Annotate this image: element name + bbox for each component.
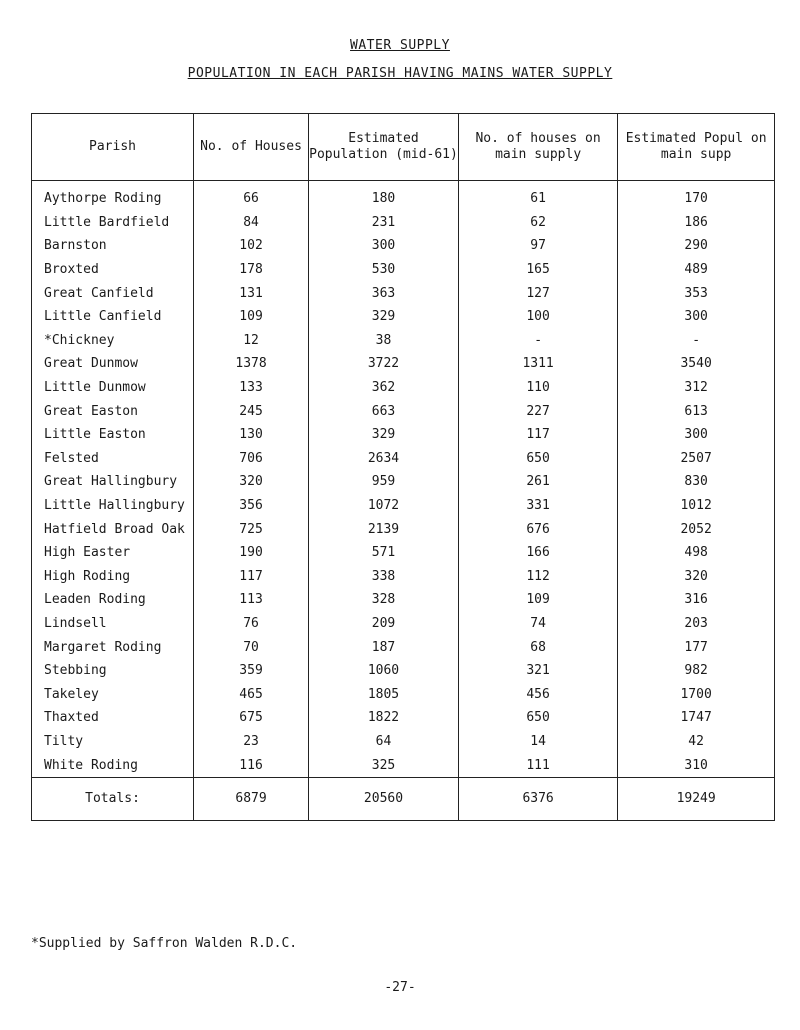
houses-cell: 131 xyxy=(194,281,309,305)
houses-main-cell: 166 xyxy=(458,541,617,565)
total-population-main-cell: 19249 xyxy=(618,777,775,820)
houses-cell: 133 xyxy=(194,376,309,400)
population-cell: 231 xyxy=(309,211,459,235)
houses-cell: 117 xyxy=(194,565,309,589)
header-row xyxy=(32,114,775,181)
table-row xyxy=(32,187,775,211)
table-row xyxy=(32,423,775,447)
table-row xyxy=(32,706,775,730)
table-row xyxy=(32,258,775,282)
houses-cell: 359 xyxy=(194,659,309,683)
totals-row xyxy=(32,777,775,820)
population-main-cell: 1700 xyxy=(618,682,775,706)
houses-main-cell: 261 xyxy=(458,470,617,494)
parish-cell: Leaden Roding xyxy=(32,588,194,612)
houses-main-cell: 165 xyxy=(458,258,617,282)
parish-cell: Lindsell xyxy=(32,612,194,636)
table-row xyxy=(32,612,775,636)
population-cell: 187 xyxy=(309,635,459,659)
table-row xyxy=(32,753,775,777)
header-population-main: Estimated Popul on main supp xyxy=(618,114,775,181)
population-main-cell: 2052 xyxy=(618,517,775,541)
houses-main-cell: 227 xyxy=(458,399,617,423)
houses-main-cell: 100 xyxy=(458,305,617,329)
table-row xyxy=(32,234,775,258)
parish-cell: Barnston xyxy=(32,234,194,258)
population-main-cell: 42 xyxy=(618,730,775,754)
parish-cell: Great Easton xyxy=(32,399,194,423)
houses-cell: 23 xyxy=(194,730,309,754)
population-cell: 209 xyxy=(309,612,459,636)
population-cell: 959 xyxy=(309,470,459,494)
houses-main-cell: 1311 xyxy=(458,352,617,376)
table-title: POPULATION IN EACH PARISH HAVING MAINS WATER SUPPLY xyxy=(187,66,613,81)
total-houses-main-cell: 6376 xyxy=(458,777,617,820)
table-row xyxy=(32,659,775,683)
houses-main-cell: 117 xyxy=(458,423,617,447)
houses-main-cell: 650 xyxy=(458,706,617,730)
table-row xyxy=(32,281,775,305)
population-main-cell: 300 xyxy=(618,305,775,329)
totals-label: Totals: xyxy=(32,777,194,820)
houses-main-cell: 14 xyxy=(458,730,617,754)
header-houses: No. of Houses xyxy=(194,114,309,181)
population-cell: 3722 xyxy=(309,352,459,376)
population-cell: 571 xyxy=(309,541,459,565)
population-main-cell: 310 xyxy=(618,753,775,777)
houses-cell: 465 xyxy=(194,682,309,706)
houses-main-cell: 109 xyxy=(458,588,617,612)
parish-cell: Hatfield Broad Oak xyxy=(32,517,194,541)
population-main-cell: 170 xyxy=(618,187,775,211)
population-main-cell: 320 xyxy=(618,565,775,589)
table-row xyxy=(32,470,775,494)
parish-cell: Broxted xyxy=(32,258,194,282)
population-main-cell: 1012 xyxy=(618,494,775,518)
population-main-cell: 300 xyxy=(618,423,775,447)
houses-main-cell: 321 xyxy=(458,659,617,683)
houses-cell: 245 xyxy=(194,399,309,423)
population-cell: 663 xyxy=(309,399,459,423)
population-cell: 338 xyxy=(309,565,459,589)
houses-main-cell: 61 xyxy=(458,187,617,211)
table-row xyxy=(32,329,775,353)
population-main-cell: 1747 xyxy=(618,706,775,730)
population-cell: 180 xyxy=(309,187,459,211)
population-main-cell: 312 xyxy=(618,376,775,400)
population-cell: 329 xyxy=(309,423,459,447)
table-row xyxy=(32,305,775,329)
population-main-cell: 203 xyxy=(618,612,775,636)
header-houses-main: No. of houses on main supply xyxy=(458,114,617,181)
houses-cell: 116 xyxy=(194,753,309,777)
table-row xyxy=(32,730,775,754)
population-main-cell: 290 xyxy=(618,234,775,258)
parish-cell: Little Canfield xyxy=(32,305,194,329)
houses-cell: 190 xyxy=(194,541,309,565)
parish-cell: Felsted xyxy=(32,447,194,471)
table-row xyxy=(32,494,775,518)
houses-cell: 84 xyxy=(194,211,309,235)
population-main-cell: 3540 xyxy=(618,352,775,376)
population-main-cell: 489 xyxy=(618,258,775,282)
population-cell: 300 xyxy=(309,234,459,258)
houses-cell: 109 xyxy=(194,305,309,329)
table-row xyxy=(32,635,775,659)
houses-main-cell: - xyxy=(458,329,617,353)
parish-cell: Great Hallingbury xyxy=(32,470,194,494)
population-main-cell: 177 xyxy=(618,635,775,659)
parish-cell: Great Canfield xyxy=(32,281,194,305)
population-cell: 1822 xyxy=(309,706,459,730)
table-row xyxy=(32,682,775,706)
table-row xyxy=(32,211,775,235)
population-main-cell: 982 xyxy=(618,659,775,683)
houses-main-cell: 97 xyxy=(458,234,617,258)
houses-cell: 725 xyxy=(194,517,309,541)
population-cell: 362 xyxy=(309,376,459,400)
parish-cell: Tilty xyxy=(32,730,194,754)
population-table xyxy=(31,113,775,821)
table-row xyxy=(32,447,775,471)
population-cell: 329 xyxy=(309,305,459,329)
houses-cell: 12 xyxy=(194,329,309,353)
houses-main-cell: 74 xyxy=(458,612,617,636)
table-row xyxy=(32,541,775,565)
population-cell: 64 xyxy=(309,730,459,754)
houses-cell: 320 xyxy=(194,470,309,494)
population-main-cell: 830 xyxy=(618,470,775,494)
table-body xyxy=(32,181,775,821)
houses-cell: 675 xyxy=(194,706,309,730)
parish-cell: High Roding xyxy=(32,565,194,589)
houses-main-cell: 650 xyxy=(458,447,617,471)
header-population: Estimated Population (mid-61) xyxy=(309,114,459,181)
parish-cell: Little Bardfield xyxy=(32,211,194,235)
footnote: *Supplied by Saffron Walden R.D.C. xyxy=(31,936,298,951)
table-row xyxy=(32,376,775,400)
page-title: WATER SUPPLY xyxy=(350,38,450,53)
population-cell: 38 xyxy=(309,329,459,353)
parish-cell: Aythorpe Roding xyxy=(32,187,194,211)
houses-main-cell: 331 xyxy=(458,494,617,518)
houses-main-cell: 676 xyxy=(458,517,617,541)
parish-cell: *Chickney xyxy=(32,329,194,353)
parish-cell: Stebbing xyxy=(32,659,194,683)
page-number: -27- xyxy=(384,980,416,995)
houses-cell: 76 xyxy=(194,612,309,636)
population-cell: 1072 xyxy=(309,494,459,518)
population-cell: 325 xyxy=(309,753,459,777)
parish-cell: High Easter xyxy=(32,541,194,565)
table-row xyxy=(32,352,775,376)
header-parish: Parish xyxy=(32,114,194,181)
parish-cell: White Roding xyxy=(32,753,194,777)
total-houses-cell: 6879 xyxy=(194,777,309,820)
population-cell: 328 xyxy=(309,588,459,612)
population-cell: 2634 xyxy=(309,447,459,471)
population-main-cell: 353 xyxy=(618,281,775,305)
population-cell: 363 xyxy=(309,281,459,305)
population-main-cell: 186 xyxy=(618,211,775,235)
population-cell: 2139 xyxy=(309,517,459,541)
houses-cell: 113 xyxy=(194,588,309,612)
parish-cell: Margaret Roding xyxy=(32,635,194,659)
parish-cell: Thaxted xyxy=(32,706,194,730)
total-population-cell: 20560 xyxy=(309,777,459,820)
table-row xyxy=(32,399,775,423)
population-main-cell: 613 xyxy=(618,399,775,423)
population-cell: 1060 xyxy=(309,659,459,683)
houses-main-cell: 127 xyxy=(458,281,617,305)
parish-cell: Little Hallingbury xyxy=(32,494,194,518)
houses-cell: 130 xyxy=(194,423,309,447)
houses-cell: 706 xyxy=(194,447,309,471)
houses-cell: 1378 xyxy=(194,352,309,376)
houses-main-cell: 112 xyxy=(458,565,617,589)
houses-main-cell: 110 xyxy=(458,376,617,400)
houses-main-cell: 62 xyxy=(458,211,617,235)
houses-main-cell: 111 xyxy=(458,753,617,777)
houses-cell: 70 xyxy=(194,635,309,659)
houses-cell: 102 xyxy=(194,234,309,258)
houses-main-cell: 456 xyxy=(458,682,617,706)
table-row xyxy=(32,588,775,612)
parish-cell: Little Dunmow xyxy=(32,376,194,400)
table-row xyxy=(32,517,775,541)
table-row xyxy=(32,565,775,589)
population-main-cell: 316 xyxy=(618,588,775,612)
houses-cell: 356 xyxy=(194,494,309,518)
parish-cell: Great Dunmow xyxy=(32,352,194,376)
population-cell: 530 xyxy=(309,258,459,282)
parish-cell: Little Easton xyxy=(32,423,194,447)
population-main-cell: 498 xyxy=(618,541,775,565)
population-main-cell: - xyxy=(618,329,775,353)
houses-cell: 178 xyxy=(194,258,309,282)
population-main-cell: 2507 xyxy=(618,447,775,471)
population-cell: 1805 xyxy=(309,682,459,706)
parish-cell: Takeley xyxy=(32,682,194,706)
houses-cell: 66 xyxy=(194,187,309,211)
houses-main-cell: 68 xyxy=(458,635,617,659)
